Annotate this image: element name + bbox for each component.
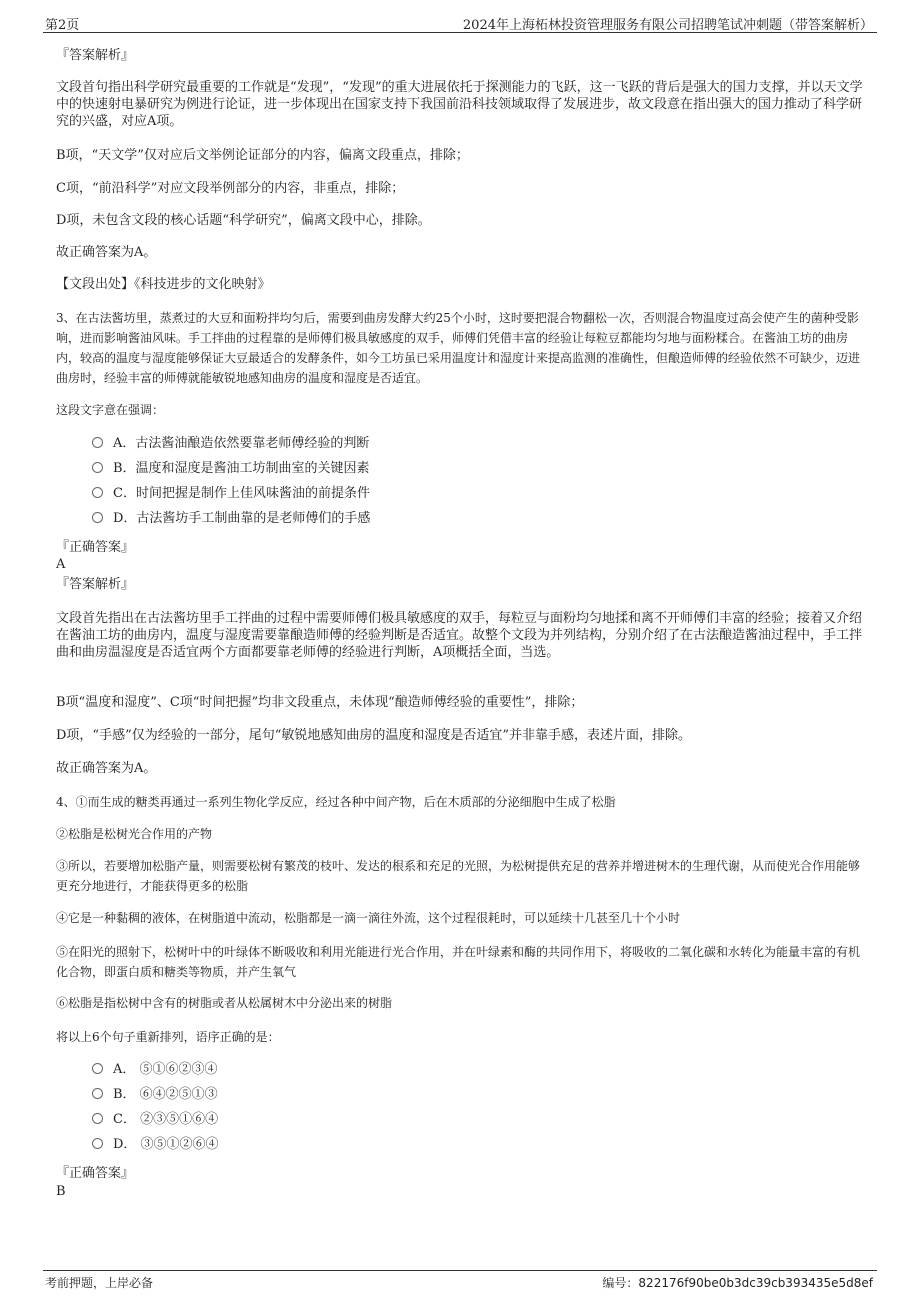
radio-icon[interactable] xyxy=(92,1088,103,1099)
q4-answer: B xyxy=(56,1184,66,1199)
q4-option-c[interactable] xyxy=(92,1110,218,1130)
radio-icon[interactable] xyxy=(92,1113,103,1124)
option-label: D． ③⑤①②⑥④ xyxy=(113,1137,219,1152)
q4-prompt: 将以上6个句子重新排列，语序正确的是： xyxy=(56,1030,280,1044)
page-header xyxy=(43,12,877,33)
q3-analysis-label: 『答案解析』 xyxy=(56,577,135,592)
q4-sentence-1: 4、①而生成的糖类再通过一系列生物化学反应，经过各种中间产物，后在木质部的分泌细胞中生成了松脂 xyxy=(56,795,616,809)
q4-option-b[interactable] xyxy=(92,1085,218,1105)
option-label: A． ⑤①⑥②③④ xyxy=(113,1062,218,1077)
option-label: B． ⑥④②⑤①③ xyxy=(113,1087,218,1102)
radio-icon[interactable] xyxy=(92,487,103,498)
q2-source: 【文段出处】《科技进步的文化映射》 xyxy=(56,277,271,292)
q4-sentence-2: ②松脂是松树光合作用的产物 xyxy=(56,827,213,841)
radio-icon[interactable] xyxy=(92,1063,103,1074)
q4-option-a[interactable] xyxy=(92,1060,218,1080)
radio-icon[interactable] xyxy=(92,437,103,448)
q3-stem: 3、在古法酱坊里，蒸煮过的大豆和面粉拌均匀后，需要到曲房发酵大约25个小时，这时要把混合物翻松一次，否则混合物温度过高会使产生的菌种受影响，进而影响酱油风味。手工拌曲的过程靠的是师傅们极具敏感度的双手，师傅们凭借丰富的经验让每粒豆都能均匀地与面粉糅合。在酱油工坊的曲房内，较高的温度与湿度能够保证大豆最适合的发酵条件，如今工坊虽已采用温度计和湿度计来提高监测的准确性，但酿造师傅的经验依然不可缺少，迈进曲房时，经验丰富的师傅就能敏锐地感知曲房的温度和湿度是否适宜。 xyxy=(56,311,861,385)
q2-analysis-label: 『答案解析』 xyxy=(56,48,135,63)
radio-icon[interactable] xyxy=(92,462,103,473)
q3-answer: A xyxy=(56,557,66,572)
q3-prompt: 这段文字意在强调： xyxy=(56,403,165,417)
q3-answer-label: 『正确答案』 xyxy=(56,540,135,555)
q3-analysis-text: 文段首先指出在古法酱坊里手工拌曲的过程中需要师傅们极具敏感度的双手，每粒豆与面粉均匀地揉和离不开师傅们丰富的经验；接着又介绍在酱油工坊的曲房内，温度与湿度需要靠酿造师傅的经验判断是否适宜。故整个文段为并列结构，分别介绍了在古法酿造酱油过程中，手工拌曲和曲房温湿度是否适宜两个方面都要靠老师傅的经验进行判断，A项概括全面，当选。 xyxy=(56,611,863,660)
q3-option-d-note: D项，“手感”仅为经验的一部分，尾句“敏锐地感知曲房的温度和湿度是否适宜”并非靠手感，表述片面，排除。 xyxy=(56,728,692,743)
option-label: C．时间把握是制作上佳风味酱油的前提条件 xyxy=(113,486,370,501)
q3-option-bc-note: B项“温度和湿度”、C项“时间把握”均非文段重点，未体现“酿造师傅经验的重要性”，排除； xyxy=(56,695,584,710)
option-label: A．古法酱油酿造依然要靠老师傅经验的判断 xyxy=(113,436,370,451)
footer-slogan: 考前押题，上岸必备 xyxy=(45,1276,154,1290)
q3-option-a[interactable] xyxy=(92,434,369,454)
option-label: C． ②③⑤①⑥④ xyxy=(113,1112,219,1127)
q3-option-d[interactable] xyxy=(92,509,370,529)
q4-answer-label: 『正确答案』 xyxy=(56,1166,135,1181)
q2-conclusion: 故正确答案为A。 xyxy=(56,245,157,260)
q3-option-c[interactable] xyxy=(92,484,370,504)
q3-option-b[interactable] xyxy=(92,459,370,479)
q2-analysis-text: 文段首句指出科学研究最重要的工作就是“发现”，“发现”的重大进展依托于探测能力的飞跃，这一飞跃的背后是强大的国力支撑，并以天文学中的快速射电暴研究为例进行论证，进一步体现出在国家支持下我国前沿科技领域取得了发展进步，故文段意在指出强大的国力推动了科学研究的兴盛，对应A项。 xyxy=(56,80,863,129)
q4-option-d[interactable] xyxy=(92,1135,219,1155)
q4-sentence-3: ③所以，若要增加松脂产量，则需要松树有繁茂的枝叶、发达的根系和充足的光照，为松树提供充足的营养并增进树木的生理代谢，从而使光合作用能够更充分地进行，才能获得更多的松脂 xyxy=(56,859,861,893)
radio-icon[interactable] xyxy=(92,1138,103,1149)
q2-option-d-note: D项，未包含文段的核心话题“科学研究”，偏离文段中心，排除。 xyxy=(56,213,431,228)
q2-option-b-note: B项，“天文学”仅对应后文举例论证部分的内容，偏离文段重点，排除； xyxy=(56,148,469,163)
page-footer xyxy=(43,1270,877,1293)
q4-sentence-5: ⑤在阳光的照射下，松树叶中的叶绿体不断吸收和利用光能进行光合作用，并在叶绿素和酶的共同作用下，将吸收的二氧化碳和水转化为能量丰富的有机化合物，即蛋白质和糖类等物质，并产生氧气 xyxy=(56,945,861,979)
q2-option-c-note: C项，“前沿科学”对应文段举例部分的内容，非重点，排除； xyxy=(56,181,405,196)
page-number: 第2页 xyxy=(45,18,80,33)
document-id: 编号：822176f90be0b3dc39cb393435e5d8ef xyxy=(602,1276,873,1290)
document-title: 2024年上海柘林投资管理服务有限公司招聘笔试冲刺题（带答案解析） xyxy=(462,18,873,33)
q4-sentence-6: ⑥松脂是指松树中含有的树脂或者从松属树木中分泌出来的树脂 xyxy=(56,996,393,1010)
option-label: D．古法酱坊手工制曲靠的是老师傅们的手感 xyxy=(113,511,371,526)
option-label: B．温度和湿度是酱油工坊制曲室的关键因素 xyxy=(113,461,370,476)
q3-conclusion: 故正确答案为A。 xyxy=(56,761,157,776)
radio-icon[interactable] xyxy=(92,512,103,523)
q4-sentence-4: ④它是一种黏稠的液体，在树脂道中流动，松脂都是一滴一滴往外流，这个过程很耗时，可以延续十几甚至几十个小时 xyxy=(56,911,681,925)
